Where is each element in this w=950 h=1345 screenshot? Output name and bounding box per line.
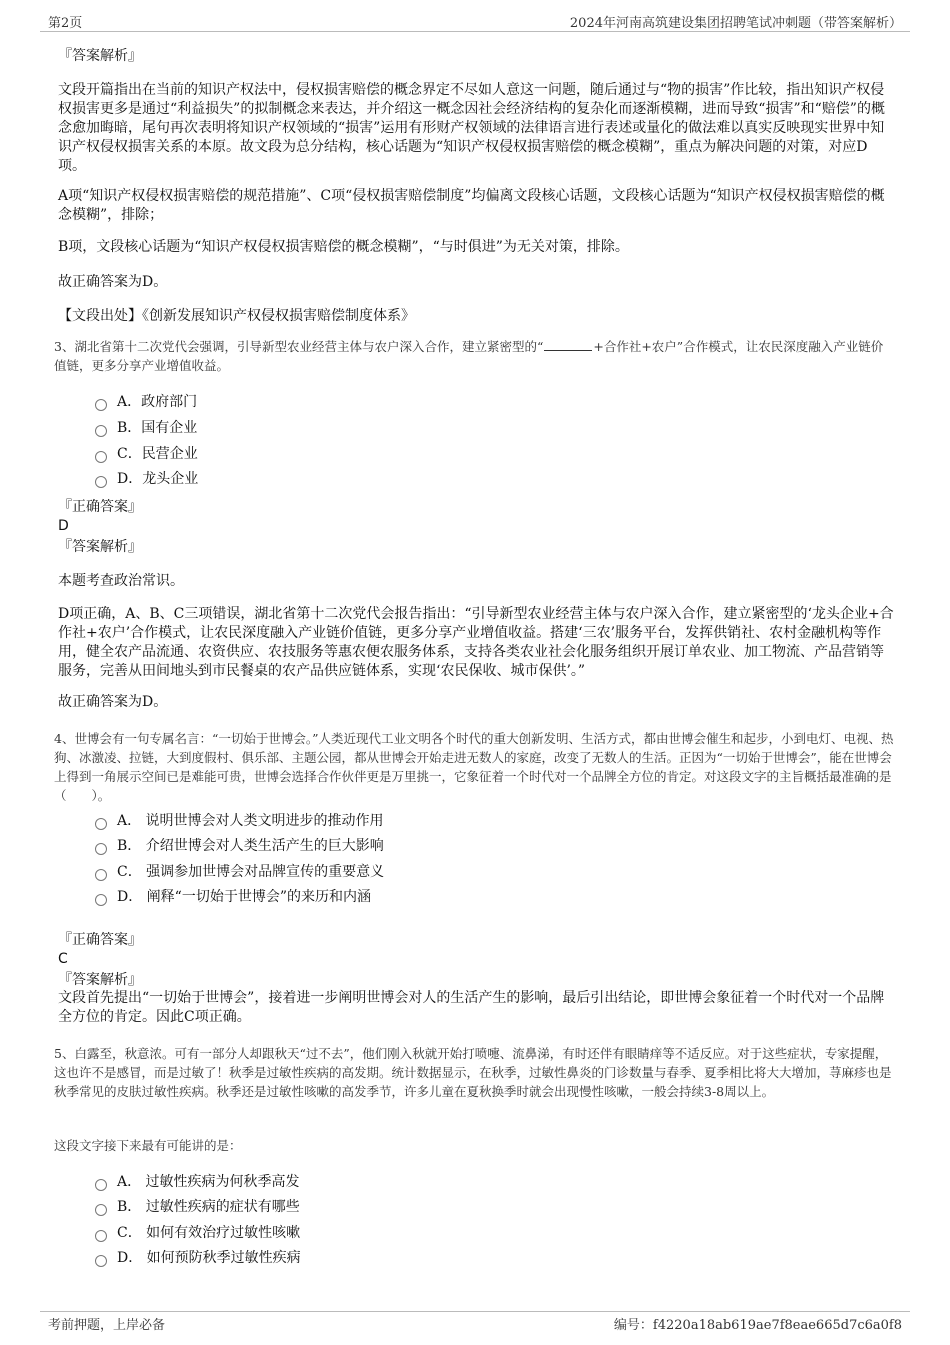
document-code: 编号：f4220a18ab619ae7f8eae665d7c6a0f8 — [613, 1318, 902, 1333]
header-divider — [40, 31, 910, 32]
q2-analysis-paragraph-3: B项，文段核心话题为“知识产权侵权损害赔偿的概念模糊”，“与时俱进”为无关对策，排除。 — [58, 239, 629, 255]
radio-button[interactable] — [95, 451, 107, 463]
question-3-option-d[interactable]: D．龙头企业 — [95, 470, 198, 489]
question-4-answer: C — [58, 951, 68, 967]
radio-button[interactable] — [95, 818, 107, 830]
question-3-answer: D — [58, 518, 69, 534]
source-citation: 【文段出处】《创新发展知识产权侵权损害赔偿制度体系》 — [58, 308, 415, 324]
footer-slogan: 考前押题，上岸必备 — [48, 1318, 166, 1333]
radio-button[interactable] — [95, 1255, 107, 1267]
question-3-stem-part-2: +合作社+农户”合作模式，让农民深度融入产业链价值链，更多分享产业增值收益。 — [54, 339, 884, 373]
radio-button[interactable] — [95, 476, 107, 488]
question-3-option-b[interactable]: B．国有企业 — [95, 419, 197, 438]
question-3-option-a[interactable]: A．政府部门 — [95, 393, 197, 412]
q2-analysis-paragraph-1: 文段开篇指出在当前的知识产权法中，侵权损害赔偿的概念界定不尽如人意这一问题，随后通过与“物的损害”作比较，指出知识产权侵权损害更多是通过“利益损失”的拟制概念来表达，并介绍这一概念因社会经济结构的复杂化而逐渐模糊，进而导致“损害”和“赔偿”的概念愈加晦暗，尾句再次表明将知识产权领域的“损害”运用有形财产权领域的法律语言进行表述或量化的做法难以真实反映现实世界中知识产权侵权损害关系的本原。故文段为总分结构，核心话题为“知识产权侵权损害赔偿的概念模糊”，重点为解决问题的对策，对应D项。 — [58, 82, 885, 174]
radio-button[interactable] — [95, 1204, 107, 1216]
radio-button[interactable] — [95, 399, 107, 411]
radio-button[interactable] — [95, 1230, 107, 1242]
fill-blank — [544, 340, 592, 351]
question-3-analysis-2: D项正确，A、B、C三项错误，湖北省第十二次党代会报告指出：“引导新型农业经营主体与农户深入合作，建立紧密型的‘龙头企业+合作社+农户’合作模式，让农民深度融入产业链价值链，更多分享产业增值收益。搭建‘三农’服务平台，发挥供销社、农村金融机构等作用，健全农产品流通、农资供应、农技服务等惠农便农服务体系，支持各类农业社会化服务组织开展订单农业、加工物流、产品营销等服务，完善从田间地头到市民餐桌的农产品供应链体系，实现‘农民保收、城市保供’。” — [58, 606, 894, 679]
page-number: 第2页 — [48, 16, 83, 31]
question-4-analysis: 文段首先提出“一切始于世博会”，接着进一步阐明世博会对人的生活产生的影响，最后引出结论，即世博会象征着一个时代对一个品牌全方位的肯定。因此C项正确。 — [58, 990, 885, 1025]
analysis-label: 『答案解析』 — [58, 48, 142, 64]
question-4-option-b[interactable]: B． 介绍世博会对人类生活产生的巨大影响 — [95, 837, 384, 856]
question-5-option-c[interactable]: C． 如何有效治疗过敏性咳嗽 — [95, 1224, 300, 1243]
radio-button[interactable] — [95, 843, 107, 855]
question-5-stem: 5、白露至，秋意浓。可有一部分人却跟秋天“过不去”，他们刚入秋就开始打喷嚏、流鼻涕，有时还伴有眼睛痒等不适反应。对于这些症状，专家提醒，这也许不是感冒，而是过敏了！秋季是过敏性疾病的高发期。统计数据显示，在秋季，过敏性鼻炎的门诊数量与春季、夏季相比将大大增加，荨麻疹也是秋季常见的皮肤过敏性疾病。秋季还是过敏性咳嗽的高发季节，许多儿童在夏秋换季时就会出现慢性咳嗽，一般会持续3-8周以上。 — [54, 1046, 892, 1099]
radio-button[interactable] — [95, 894, 107, 906]
correct-answer-label: 『正确答案』 — [58, 932, 142, 948]
question-5-prompt: 这段文字接下来最有可能讲的是： — [54, 1138, 242, 1153]
analysis-label: 『答案解析』 — [58, 972, 142, 988]
question-5-option-a[interactable]: A． 过敏性疾病为何秋季高发 — [95, 1173, 300, 1192]
footer-divider — [40, 1311, 910, 1312]
question-3-stem-part-1: 3、湖北省第十二次党代会强调，引导新型农业经营主体与农户深入合作，建立紧密型的“ — [54, 339, 544, 354]
question-4-stem: 4、世博会有一句专属名言：“一切始于世博会。”人类近现代工业文明各个时代的重大创新发明、生活方式，都由世博会催生和起步，小到电灯、电视、热狗、冰激凌、拉链，大到度假村、俱乐部、主题公园，都从世博会开始走进无数人的家庭，改变了无数人的生活。正因为“一切始于世博会”，能在世博会上得到一角展示空间已是难能可贵，世博会选择合作伙伴更是万里挑一，它象征着一个时代对一个品牌全方位的肯定。对这段文字的主旨概括最准确的是（ ）。 — [54, 731, 894, 803]
radio-button[interactable] — [95, 1179, 107, 1191]
document-title: 2024年河南高筑建设集团招聘笔试冲刺题（带答案解析） — [569, 16, 902, 31]
question-3-stem — [54, 337, 894, 375]
q2-analysis-paragraph-2: A项“知识产权侵权损害赔偿的规范措施”、C项“侵权损害赔偿制度”均偏离文段核心话题，文段核心话题为“知识产权侵权损害赔偿的概念模糊”，排除； — [58, 188, 885, 223]
question-4-option-a[interactable]: A． 说明世博会对人类文明进步的推动作用 — [95, 812, 384, 831]
question-3-conclusion: 故正确答案为D。 — [58, 694, 168, 710]
question-3-option-c[interactable]: C．民营企业 — [95, 445, 198, 464]
question-5-option-b[interactable]: B． 过敏性疾病的症状有哪些 — [95, 1198, 300, 1217]
question-4-option-d[interactable]: D． 阐释“一切始于世博会”的来历和内涵 — [95, 888, 371, 907]
question-4-option-c[interactable]: C． 强调参加世博会对品牌宣传的重要意义 — [95, 863, 384, 882]
radio-button[interactable] — [95, 869, 107, 881]
correct-answer-label: 『正确答案』 — [58, 499, 142, 515]
radio-button[interactable] — [95, 425, 107, 437]
analysis-label: 『答案解析』 — [58, 539, 142, 555]
question-3-analysis-1: 本题考查政治常识。 — [58, 573, 184, 589]
question-5-option-d[interactable]: D． 如何预防秋季过敏性疾病 — [95, 1249, 301, 1268]
q2-analysis-conclusion: 故正确答案为D。 — [58, 274, 168, 290]
